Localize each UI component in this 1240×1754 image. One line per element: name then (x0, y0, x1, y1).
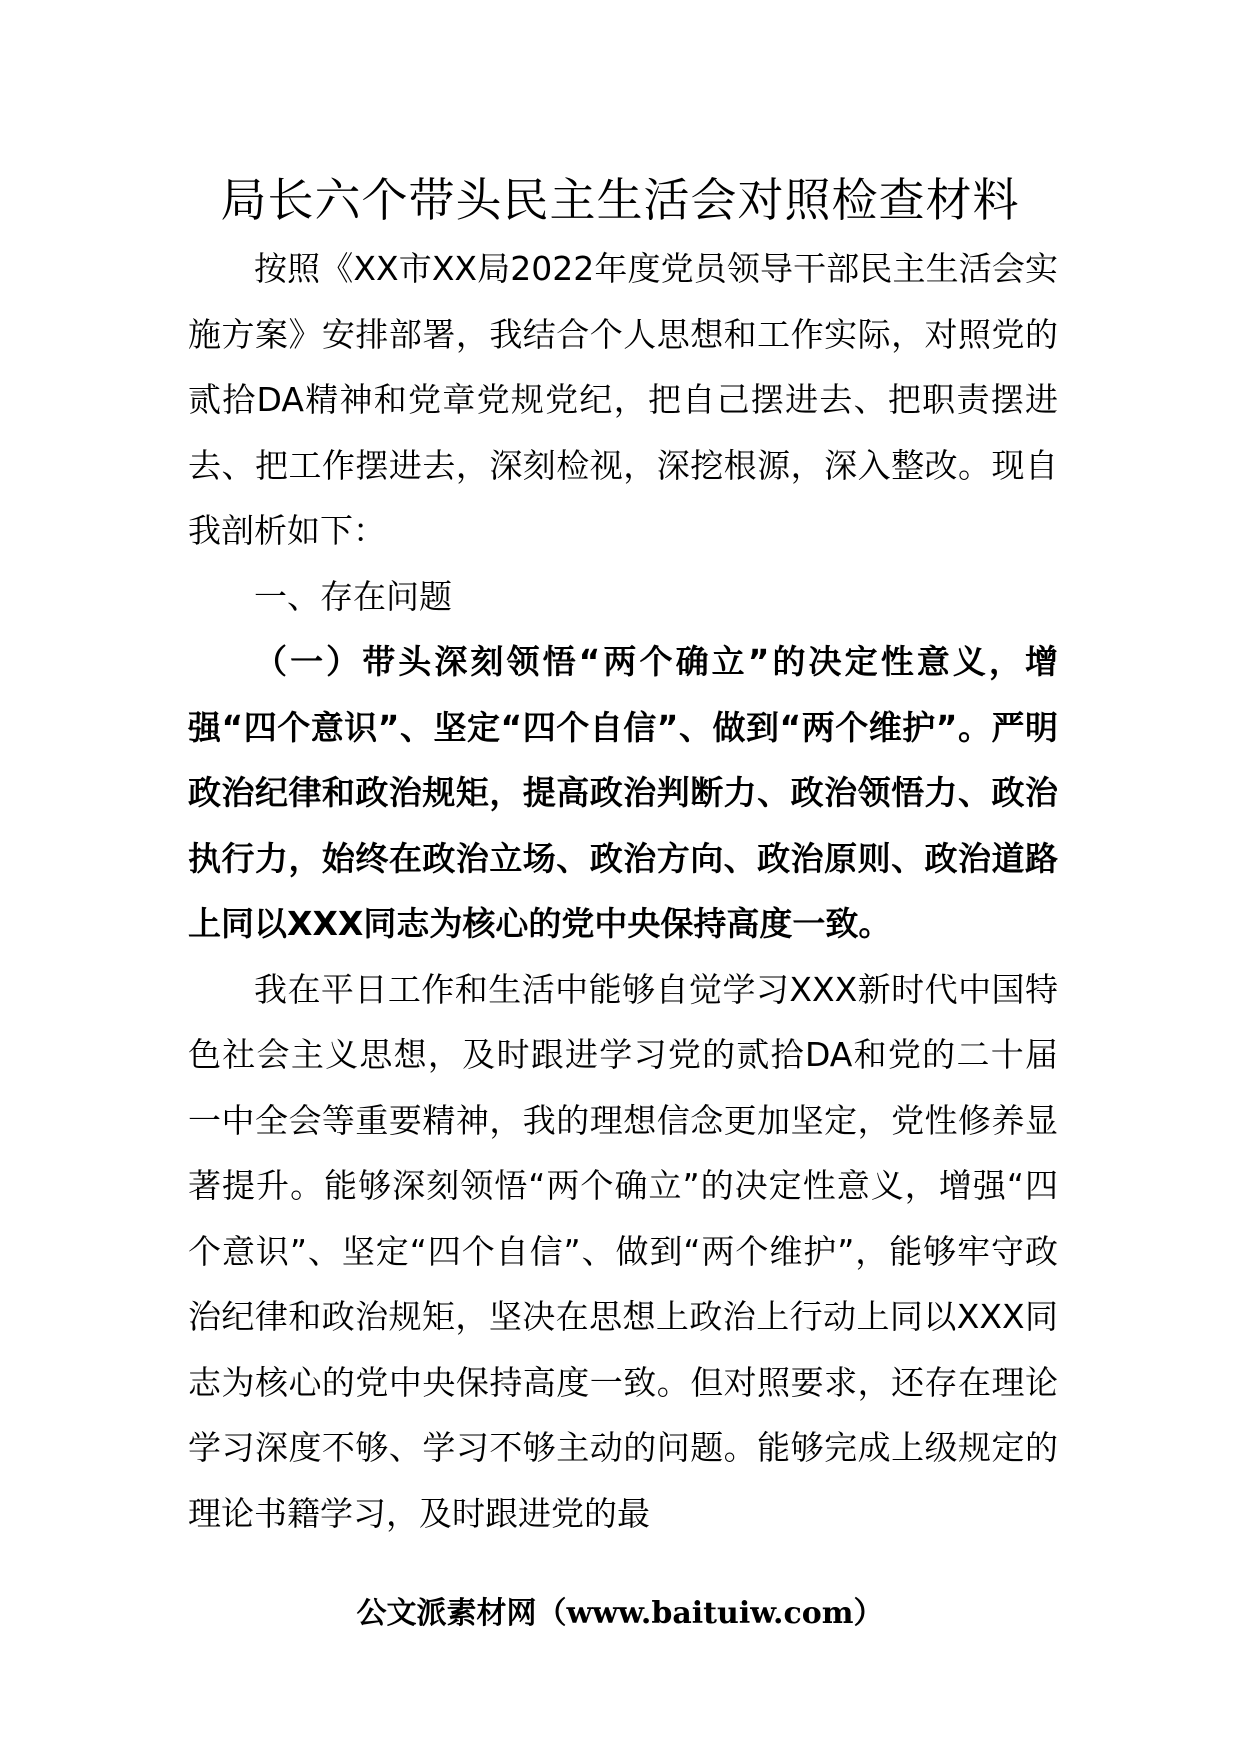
subsection-heading: （一）带头深刻领悟“两个确立”的决定性意义，增强“四个意识”、坚定“四个自信”、做到“两个维护”。严明政治纪律和政治规矩，提高政治判断力、政治领悟力、政治执行力，始终在政治立场、政治方向、政治原则、政治道路上同以XXX同志为核心的党中央保持高度一致。 (188, 642, 1058, 943)
intro-paragraph: 按照《XX市XX局2022年度党员领导干部民主生活会实施方案》安排部署，我结合个人思想和工作实际，对照党的贰拾DA精神和党章党规党纪，把自己摆进去、把职责摆进去、把工作摆进去，深刻检视，深挖根源，深入整改。现自我剖析如下： (188, 249, 1058, 550)
footer-source: 公文派素材网（www.baituiw.com） (356, 1596, 884, 1631)
body-paragraph: 我在平日工作和生活中能够自觉学习XXX新时代中国特色社会主义思想，及时跟进学习党的贰拾DA和党的二十届一中全会等重要精神，我的理想信念更加坚定，党性修养显著提升。能够深刻领悟“两个确立”的决定性意义，增强“四个意识”、坚定“四个自信”、做到“两个维护”，能够牢守政治纪律和政治规矩，坚决在思想上政治上行动上同以XXX同志为核心的党中央保持高度一致。但对照要求，还存在理论学习深度不够、学习不够主动的问题。能够完成上级规定的理论书籍学习，及时跟进党的最 (188, 969, 1058, 1533)
section-heading: 一、存在问题 (254, 576, 452, 616)
document-body (188, 236, 1058, 1546)
document-title: 局长六个带头民主生活会对照检查材料 (220, 173, 1020, 227)
